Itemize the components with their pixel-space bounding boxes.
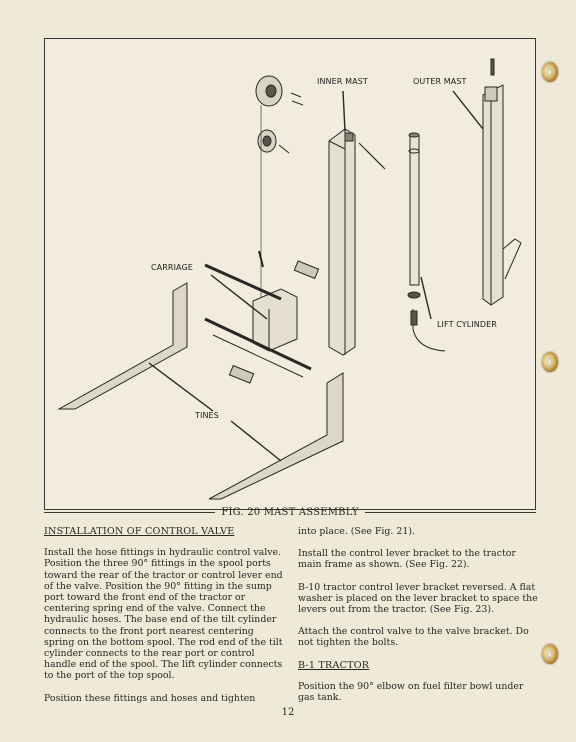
pulley-icon — [256, 76, 303, 106]
paragraph: into place. (See Fig. 21). — [298, 526, 415, 537]
outer-mast-label: OUTER MAST — [413, 77, 467, 86]
lift-cylinder-part — [408, 133, 445, 351]
binder-ring-top — [542, 62, 558, 82]
carriage-part — [205, 261, 319, 383]
paragraph: Install the hose fittings in hydraulic control valve. Position the three 90° fittings in the spool ports toward the rear of the tractor or control lever end of the valve. Position the 90° fitting in the sump port toward the front end of the tractor or centering spring end of the valve. Connect the hydraulic hoses. The base end of the tilt cylinder connects to the front port nearest centering spring on the bottom spool. The rod end of the tilt cylinder connects to the rear port or control handle end of the spool. The lift cylinder connects to the port of the top spool. — [44, 547, 283, 682]
inner-mast-label: INNER MAST — [317, 77, 368, 86]
lift-cylinder-label: LIFT CYLINDER — [437, 320, 497, 329]
inner-mast-part — [329, 129, 355, 355]
page-number: 12 — [281, 707, 295, 718]
right-tine-part — [209, 373, 343, 499]
figure-caption-bar — [44, 504, 536, 520]
figure-panel — [44, 38, 536, 510]
caption-rule-left — [44, 512, 215, 513]
paragraph: Attach the control valve to the valve bracket. Do not tighten the bolts. — [298, 626, 529, 649]
carriage-label: CARRIAGE — [151, 263, 193, 272]
paragraph: B-10 tractor control lever bracket reversed. A flat washer is placed on the lever bracket to space the levers out from the tractor. (See Fig. 23). — [298, 581, 538, 616]
outer-mast-part — [483, 59, 521, 305]
sheave-icon — [258, 130, 289, 153]
paragraph: Install the control lever bracket to the tractor main frame as shown. (See Fig. 22). — [298, 548, 516, 571]
binder-ring-bottom — [542, 644, 558, 664]
paragraph: Position the 90° elbow on fuel filter bowl under gas tank. — [298, 680, 524, 704]
section-heading-control-valve: INSTALLATION OF CONTROL VALVE — [44, 526, 235, 537]
binder-ring-middle — [542, 352, 558, 372]
paragraph: Position these fittings and hoses and tighten — [44, 692, 256, 704]
right-text-column — [298, 526, 538, 714]
mast-assembly-illustration — [45, 39, 535, 509]
section-heading-b1-tractor: B-1 TRACTOR — [298, 659, 370, 671]
figure-caption: FIG. 20 MAST ASSEMBLY — [221, 506, 359, 518]
left-tine-part — [59, 283, 187, 409]
left-text-column — [44, 526, 284, 715]
tines-label: TINES — [195, 411, 219, 420]
caption-rule-right — [365, 512, 536, 513]
